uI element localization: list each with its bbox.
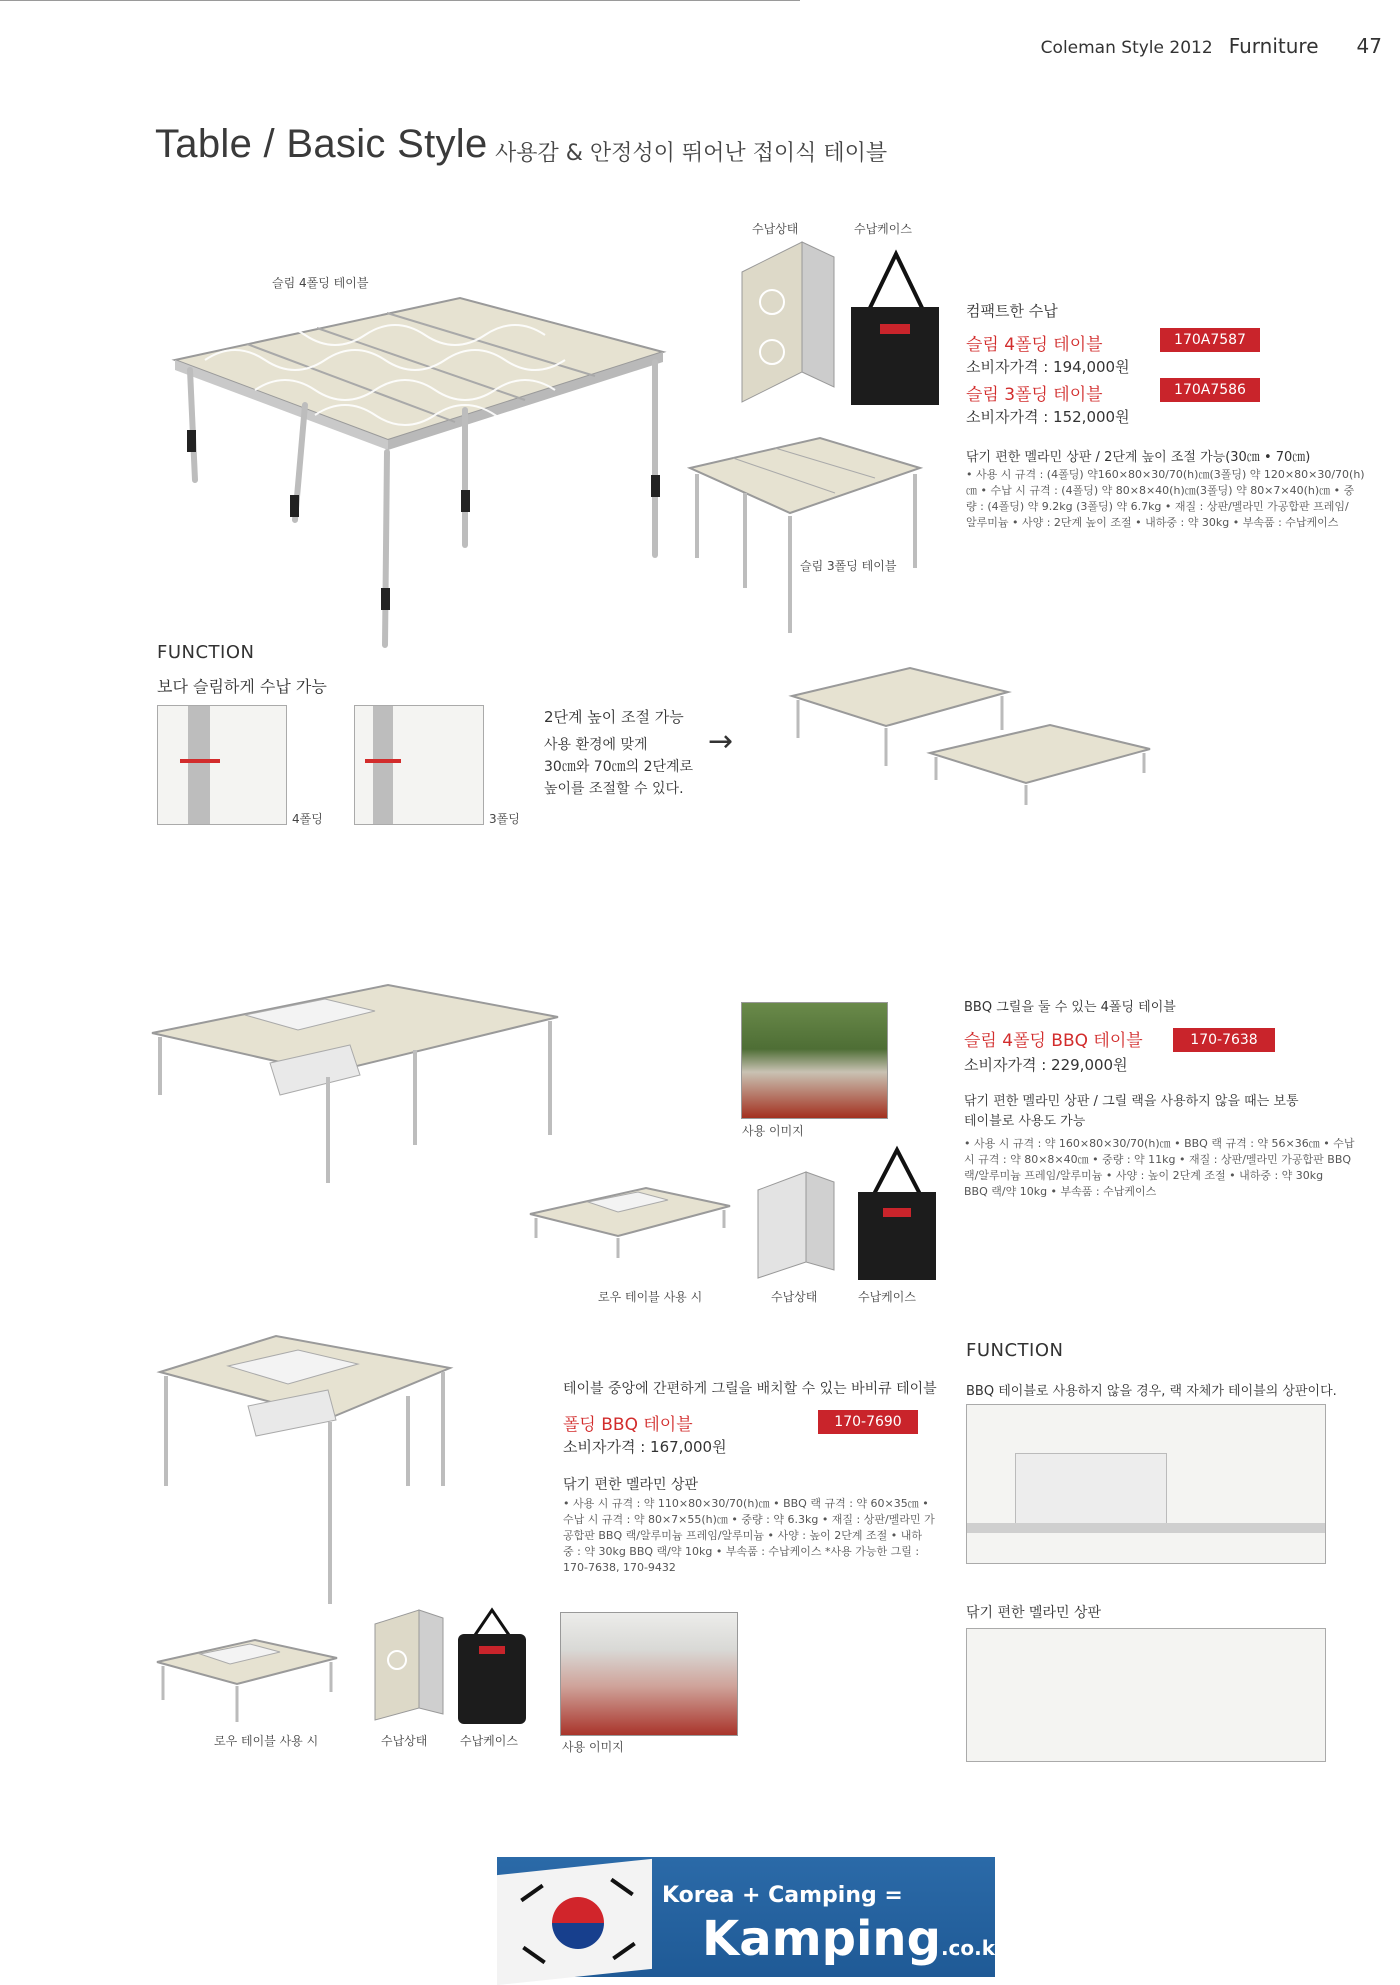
banner-logo-main: Kamping	[702, 1911, 941, 1967]
page-header	[1041, 34, 1382, 58]
4fold-label: 4폴딩	[292, 812, 323, 826]
function1-subheading: 보다 슬림하게 수납 가능	[157, 677, 327, 696]
rack-as-tabletop-image	[966, 1404, 1326, 1564]
product1-headline: 컴팩트한 수납	[966, 302, 1058, 320]
spec-line: 시 규격 : 약 80×8×40㎝ • 중량 : 약 11kg • 재질 : 상판/멜라민 가공합판 BBQ	[964, 1153, 1352, 1166]
bbq-storage-caption: 수납상태	[771, 1290, 818, 1304]
product1-feature: 닦기 편한 멜라민 상판 / 2단계 높이 조절 가능(30㎝ • 70㎝)	[966, 450, 1311, 465]
spec-line: • 사용 시 규격 : 약 110×80×30/70(h)㎝ • BBQ 랙 규격 : 약 60×35㎝ •	[563, 1497, 929, 1510]
spec-line: BBQ 랙/약 10kg • 부속품 : 수납케이스	[964, 1185, 1157, 1198]
3fold-table-caption: 슬림 3폴딩 테이블	[800, 559, 897, 573]
spec-line: 량 : (4폴딩) 약 9.2kg (3폴딩) 약 6.7kg • 재질 : 상판/멜라민 가공합판 프레임/	[966, 500, 1349, 513]
product2-specs	[964, 1136, 1354, 1200]
product3-feature: 닦기 편한 멜라민 상판	[563, 1477, 699, 1493]
3fold-label: 3폴딩	[489, 812, 520, 826]
case-caption: 수납케이스	[854, 222, 912, 236]
product3-headline: 테이블 중앙에 간편하게 그릴을 배치할 수 있는 바비큐 테이블	[563, 1381, 937, 1397]
3fold-slim-detail-image	[354, 705, 484, 825]
header-section: Furniture	[1228, 34, 1319, 58]
folding-bbq-use-caption: 사용 이미지	[562, 1740, 624, 1754]
product2-price: 소비자가격 : 229,000원	[964, 1056, 1128, 1074]
spec-line: • 사용 시 규격 : 약 160×80×30/70(h)㎝ • BBQ 랙 규격 : 약 56×36㎝ • 수납	[964, 1137, 1355, 1150]
spec-line: 공합판 BBQ 랙/알루미늄 프레임/알루미늄 • 사양 : 높이 2단계 조절 • 내하	[563, 1529, 922, 1542]
product3-price: 소비자가격 : 167,000원	[563, 1438, 727, 1456]
spec-line: • 사용 시 규격 : (4폴딩) 약160×80×30/70(h)㎝(3폴딩) 약 120×80×30/70(h)	[966, 468, 1365, 481]
page-subtitle: 사용감 & 안정성이 뛰어난 접이식 테이블	[495, 141, 888, 166]
product1-name-4fold: 슬림 4폴딩 테이블	[966, 335, 1103, 355]
kamping-banner[interactable]	[497, 1857, 1005, 1977]
product2-name: 슬림 4폴딩 BBQ 테이블	[964, 1031, 1143, 1051]
product3-specs	[563, 1496, 935, 1576]
bbq-use-photo	[741, 1002, 888, 1119]
4fold-slim-detail-image	[157, 705, 287, 825]
folding-bbq-case-image	[455, 1608, 530, 1726]
product1-code-3fold: 170A7586	[1160, 378, 1260, 402]
bbq-low-table-caption: 로우 테이블 사용 시	[598, 1290, 703, 1304]
right-arrow-icon: →	[708, 724, 734, 759]
page-title: Table / Basic Style	[155, 122, 488, 166]
bbq-low-table-image	[528, 1188, 733, 1260]
slim-4fold-table-image	[165, 290, 670, 650]
folding-bbq-low-table-image	[155, 1640, 340, 1725]
carrying-case-image	[848, 252, 943, 407]
product1-code-4fold: 170A7587	[1160, 328, 1260, 352]
top-rule	[0, 0, 800, 1]
product1-specs	[966, 467, 1365, 531]
folded-table-image	[742, 242, 837, 407]
product1-price-4fold: 소비자가격 : 194,000원	[966, 358, 1130, 376]
product3-code: 170-7690	[818, 1410, 918, 1434]
desc-line: 높이를 조절할 수 있다.	[544, 781, 684, 797]
banner-tagline: Korea + Camping =	[662, 1883, 903, 1908]
folding-bbq-table-image	[158, 1336, 453, 1606]
spec-line: 알루미늄 • 사양 : 2단계 높이 조절 • 내하중 : 약 30kg • 부속품 : 수납케이스	[966, 516, 1339, 529]
low-table-image	[928, 725, 1153, 805]
folding-bbq-storage-caption: 수납상태	[381, 1734, 428, 1748]
page-number: 47	[1356, 34, 1382, 58]
product1-name-3fold: 슬림 3폴딩 테이블	[966, 385, 1103, 405]
spec-line: ㎝ • 수납 시 규격 : (4폴딩) 약 80×8×40(h)㎝(3폴딩) 약 80×7×40(h)㎝ • 중	[966, 484, 1355, 497]
main-table-caption: 슬림 4폴딩 테이블	[272, 276, 369, 290]
function2-heading: FUNCTION	[966, 1340, 1064, 1361]
function2-melamine-title: 닦기 편한 멜라민 상판	[966, 1605, 1102, 1621]
slim-4fold-bbq-table-image	[150, 985, 560, 1185]
spec-line: 수납 시 규격 : 약 80×7×55(h)㎝ • 중량 : 약 6.3kg • 재질 : 상판/멜라민 가	[563, 1513, 935, 1526]
bbq-case-caption: 수납케이스	[858, 1290, 916, 1304]
desc-line: 사용 환경에 맞게	[544, 737, 648, 753]
folding-bbq-case-caption: 수납케이스	[460, 1734, 518, 1748]
function1-heading: FUNCTION	[157, 642, 255, 663]
folding-bbq-low-table-caption: 로우 테이블 사용 시	[214, 1734, 319, 1748]
banner-logo-suffix: .co.kr	[940, 1936, 1005, 1960]
folding-bbq-use-photo	[560, 1612, 738, 1736]
feature-line: 닦기 편한 멜라민 상판 / 그릴 랙을 사용하지 않을 때는 보통	[964, 1094, 1299, 1109]
banner-logo-text	[702, 1911, 1005, 1967]
spec-line: 랙/알루미늄 프레임/알루미늄 • 사양 : 높이 2단계 조절 • 내하중 : 약 30kg	[964, 1169, 1324, 1182]
header-brand: Coleman Style 2012	[1040, 38, 1213, 58]
bbq-folded-image	[758, 1172, 838, 1280]
slim-3fold-table-image	[685, 438, 925, 638]
bbq-case-image	[855, 1148, 940, 1283]
desc-line: 30㎝와 70㎝의 2단계로	[544, 759, 694, 775]
storage-caption: 수납상태	[752, 222, 799, 236]
product2-headline: BBQ 그릴을 둘 수 있는 4폴딩 테이블	[964, 1000, 1176, 1015]
bbq-use-caption: 사용 이미지	[742, 1124, 804, 1138]
height-adjust-desc	[544, 734, 693, 800]
function2-rack-desc: BBQ 테이블로 사용하지 않을 경우, 랙 자체가 테이블의 상판이다.	[966, 1384, 1337, 1399]
spec-line: 170-7638, 170-9432	[563, 1561, 676, 1574]
product1-price-3fold: 소비자가격 : 152,000원	[966, 408, 1130, 426]
product2-feature	[964, 1092, 1299, 1132]
folding-bbq-folded-image	[375, 1610, 447, 1722]
product3-name: 폴딩 BBQ 테이블	[563, 1415, 693, 1435]
taegeuk-icon	[552, 1897, 604, 1949]
spec-line: 중 : 약 30kg BBQ 랙/약 10kg • 부속품 : 수납케이스 *사용 가능한 그릴 :	[563, 1545, 920, 1558]
product2-code: 170-7638	[1173, 1028, 1275, 1052]
feature-line: 테이블로 사용도 가능	[964, 1114, 1086, 1129]
height-adjust-title: 2단계 높이 조절 가능	[544, 708, 684, 726]
melamine-top-image	[966, 1628, 1326, 1762]
